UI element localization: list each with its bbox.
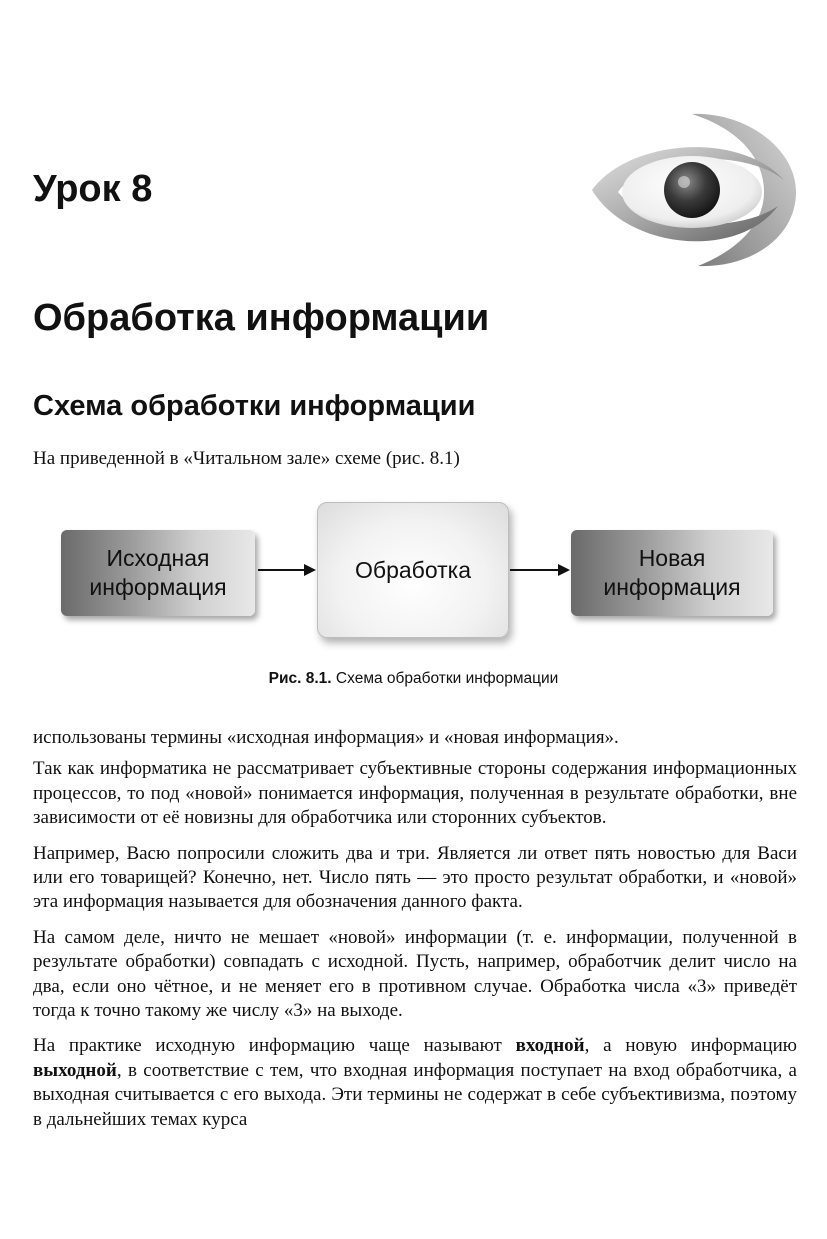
new-info-label-2: информация (603, 574, 741, 600)
figure-caption-label: Рис. 8.1. (268, 670, 332, 687)
arrow-source-to-process (258, 564, 316, 576)
eye-icon (588, 110, 800, 270)
term-output: выходной (33, 1059, 117, 1081)
figure-caption-text: Схема обработки информации (331, 670, 559, 687)
source-info-box (61, 530, 255, 616)
body-text (33, 726, 797, 1143)
paragraph-5-part-c: , а новую информацию (584, 1035, 797, 1057)
section-heading: Схема обработки информации (33, 390, 476, 422)
lesson-number: Урок 8 (33, 168, 153, 210)
source-info-label-2: информация (89, 574, 227, 600)
figure-caption (0, 669, 827, 689)
processing-box (317, 502, 509, 638)
paragraph-2: Так как информатика не рассматривает субъективные стороны содержания информационных процессов, то под «новой» понимается информация, полученная в результате обработки, вне зависимости от её новизны для обработчика или сторонних субъектов. (33, 758, 797, 829)
source-info-label-1: Исходная (106, 545, 210, 571)
term-input: входной (515, 1035, 585, 1057)
paragraph-4: На самом деле, ничто не мешает «новой» информации (т. е. информации, полученной в результате обработки) совпадать с исходной. Пусть, например, обработчик делит число на два, если оно чётное, и не меняет его в противном случае. Обработка числа «3» приведёт тогда к точно такому же числу «3» на выходе. (33, 926, 797, 1022)
paragraph-5-part-a: На практике исходную информацию чаще называют (33, 1035, 516, 1057)
intro-text: На приведенной в «Читальном зале» схеме (рис. 8.1) (33, 448, 460, 469)
paragraph-1: использованы термины «исходная информация» и «новая информация». (33, 727, 619, 748)
arrow-process-to-new (510, 564, 570, 576)
paragraph-3: Например, Васю попросили сложить два и три. Является ли ответ пять новостью для Васи или его товарищей? Конечно, нет. Число пять — это просто результат обработки, и «новой» эта информация называется для обозначения данного факта. (33, 842, 797, 913)
paragraph-5 (33, 1034, 797, 1132)
new-info-box (571, 530, 773, 616)
new-info-label-1: Новая (638, 545, 706, 571)
paragraph-5-part-e: , в соответствие с тем, что входная информация поступает на вход обработчика, а выходная считывается с его выхода. Эти термины не содержат в себе субъективизма, поэтому в дальнейших темах курса (33, 1059, 797, 1130)
processing-label: Обработка (355, 556, 471, 583)
page-title: Обработка информации (33, 297, 490, 339)
